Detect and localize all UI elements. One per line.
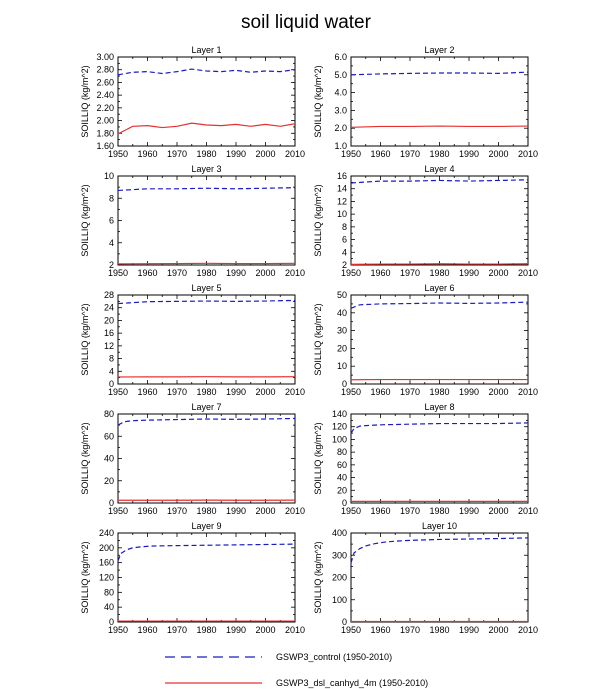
x-tick-label: 1980 <box>196 506 217 516</box>
y-tick-label: 60 <box>103 431 114 442</box>
y-axis-label: SOILLIQ (kg/m^2) <box>313 422 323 495</box>
y-tick-label: 400 <box>331 528 347 538</box>
panel-layer-5 <box>80 283 305 397</box>
x-tick-label: 1980 <box>196 387 217 397</box>
x-tick-label: 2000 <box>488 387 509 397</box>
x-tick-label: 1990 <box>458 387 480 397</box>
y-tick-label: 2.00 <box>96 115 114 126</box>
y-tick-label: 200 <box>331 572 347 583</box>
y-tick-label: 8 <box>108 193 114 204</box>
x-tick-label: 1970 <box>399 387 421 397</box>
y-tick-label: 2 <box>108 260 114 270</box>
series-line-control <box>351 180 528 183</box>
x-tick-label: 1970 <box>166 268 188 278</box>
y-tick-label: 4 <box>108 366 114 377</box>
x-tick-label: 1970 <box>166 506 188 516</box>
plot-frame <box>118 57 295 146</box>
x-tick-label: 2010 <box>517 268 539 278</box>
y-tick-label: 0 <box>341 498 347 508</box>
x-tick-label: 1950 <box>340 268 362 278</box>
x-tick-label: 1990 <box>225 625 247 635</box>
panel-title: Layer 1 <box>191 45 222 55</box>
y-tick-label: 240 <box>98 528 114 538</box>
x-tick-label: 1990 <box>458 506 480 516</box>
series-line-control <box>118 69 295 75</box>
y-tick-label: 0 <box>341 379 347 389</box>
y-tick-label: 1.0 <box>334 141 347 151</box>
x-tick-label: 1950 <box>107 625 129 635</box>
y-tick-label: 20 <box>103 475 114 486</box>
x-tick-label: 2010 <box>284 506 306 516</box>
y-tick-label: 40 <box>103 453 114 464</box>
series-line-dsl-canhyd <box>351 126 528 127</box>
y-tick-label: 80 <box>103 587 114 598</box>
y-tick-label: 1.80 <box>96 128 114 139</box>
series-line-control <box>118 300 295 303</box>
y-axis-label: SOILLIQ (kg/m^2) <box>313 303 323 376</box>
x-tick-label: 1980 <box>196 149 217 159</box>
x-tick-label: 1980 <box>429 387 450 397</box>
x-tick-label: 1970 <box>399 625 421 635</box>
panel-title: Layer 4 <box>424 164 455 174</box>
panel-layer-9 <box>80 521 305 635</box>
x-tick-label: 1950 <box>107 268 129 278</box>
x-tick-label: 1990 <box>225 268 247 278</box>
x-tick-label: 1960 <box>137 387 158 397</box>
panel-layer-8 <box>313 402 538 516</box>
x-tick-label: 1950 <box>107 149 129 159</box>
series-line-dsl-canhyd <box>118 263 295 264</box>
x-tick-label: 2010 <box>284 625 306 635</box>
series-line-dsl-canhyd <box>351 264 528 265</box>
y-axis-label: SOILLIQ (kg/m^2) <box>80 541 90 614</box>
x-tick-label: 1950 <box>340 387 362 397</box>
y-tick-label: 0 <box>108 617 114 627</box>
y-axis-label: SOILLIQ (kg/m^2) <box>80 303 90 376</box>
x-tick-label: 1980 <box>429 149 450 159</box>
plot-frame <box>118 414 295 503</box>
x-tick-label: 1960 <box>370 149 391 159</box>
y-tick-label: 4 <box>341 247 347 258</box>
y-tick-label: 40 <box>103 602 114 613</box>
y-tick-label: 5.0 <box>334 69 347 80</box>
y-tick-label: 20 <box>336 485 347 496</box>
y-tick-label: 160 <box>98 557 114 568</box>
series-line-control <box>351 72 528 75</box>
y-tick-label: 16 <box>103 328 114 339</box>
x-tick-label: 1980 <box>429 506 450 516</box>
x-tick-label: 1960 <box>370 625 391 635</box>
x-tick-label: 2010 <box>517 149 539 159</box>
panel-layer-4 <box>313 164 538 278</box>
y-tick-label: 10 <box>103 171 114 181</box>
x-tick-label: 1970 <box>166 149 188 159</box>
y-tick-label: 14 <box>336 183 347 194</box>
plot-frame <box>351 414 528 503</box>
x-tick-label: 1970 <box>399 268 421 278</box>
y-tick-label: 20 <box>336 343 347 354</box>
x-tick-label: 2010 <box>284 268 306 278</box>
panel-layer-7 <box>80 402 305 516</box>
y-tick-label: 12 <box>103 340 114 351</box>
x-tick-label: 1960 <box>137 268 158 278</box>
x-tick-label: 1970 <box>399 506 421 516</box>
panel-title: Layer 9 <box>191 521 222 531</box>
x-tick-label: 1950 <box>340 149 362 159</box>
x-tick-label: 1960 <box>370 387 391 397</box>
y-tick-label: 2.60 <box>96 77 114 88</box>
y-tick-label: 24 <box>103 302 114 313</box>
legend <box>165 652 428 688</box>
y-tick-label: 40 <box>336 307 347 318</box>
panels-group <box>80 45 538 635</box>
panel-title: Layer 8 <box>424 402 455 412</box>
y-axis-label: SOILLIQ (kg/m^2) <box>313 65 323 138</box>
panel-layer-2 <box>313 45 538 159</box>
y-axis-label: SOILLIQ (kg/m^2) <box>80 65 90 138</box>
x-tick-label: 1990 <box>225 506 247 516</box>
y-tick-label: 28 <box>103 290 114 300</box>
plot-frame <box>351 533 528 622</box>
x-tick-label: 2000 <box>255 625 276 635</box>
x-tick-label: 1990 <box>458 149 480 159</box>
x-tick-label: 2010 <box>284 149 306 159</box>
x-tick-label: 1970 <box>166 387 188 397</box>
x-tick-label: 2000 <box>255 268 276 278</box>
y-tick-label: 10 <box>336 361 347 372</box>
x-tick-label: 2000 <box>488 506 509 516</box>
y-tick-label: 30 <box>336 325 347 336</box>
x-tick-label: 1960 <box>137 506 158 516</box>
series-line-control <box>118 544 295 561</box>
y-tick-label: 10 <box>336 209 347 220</box>
y-tick-label: 80 <box>103 409 114 419</box>
panel-title: Layer 7 <box>191 402 222 412</box>
x-tick-label: 2000 <box>255 506 276 516</box>
panel-title: Layer 2 <box>424 45 455 55</box>
panel-title: Layer 5 <box>191 283 222 293</box>
x-tick-label: 2000 <box>488 149 509 159</box>
x-tick-label: 1990 <box>458 268 480 278</box>
x-tick-label: 1980 <box>429 625 450 635</box>
y-tick-label: 3.0 <box>334 105 347 116</box>
y-axis-label: SOILLIQ (kg/m^2) <box>80 184 90 257</box>
y-tick-label: 40 <box>336 472 347 483</box>
legend-label-control: GSWP3_control (1950-2010) <box>276 652 393 662</box>
x-tick-label: 1990 <box>458 625 480 635</box>
y-tick-label: 2.20 <box>96 102 114 113</box>
y-tick-label: 100 <box>331 434 347 445</box>
x-tick-label: 1970 <box>166 625 188 635</box>
panel-title: Layer 6 <box>424 283 455 293</box>
x-tick-label: 1980 <box>196 268 217 278</box>
plot-frame <box>351 176 528 265</box>
y-axis-label: SOILLIQ (kg/m^2) <box>80 422 90 495</box>
series-line-control <box>118 418 295 425</box>
y-tick-label: 120 <box>98 572 114 583</box>
x-tick-label: 2000 <box>488 625 509 635</box>
y-tick-label: 8 <box>341 221 347 232</box>
x-tick-label: 1980 <box>429 268 450 278</box>
x-tick-label: 2010 <box>284 387 306 397</box>
y-tick-label: 100 <box>331 594 347 605</box>
x-tick-label: 1950 <box>107 387 129 397</box>
panel-layer-1 <box>80 45 305 159</box>
x-tick-label: 1960 <box>137 625 158 635</box>
y-tick-label: 2.80 <box>96 64 114 75</box>
x-tick-label: 2010 <box>517 387 539 397</box>
y-tick-label: 200 <box>98 542 114 553</box>
y-tick-label: 6 <box>341 234 347 245</box>
x-tick-label: 1960 <box>370 268 391 278</box>
y-tick-label: 4.0 <box>334 87 347 98</box>
legend-label-dsl-canhyd: GSWP3_dsl_canhyd_4m (1950-2010) <box>276 678 429 688</box>
y-tick-label: 0 <box>341 617 347 627</box>
panel-layer-10 <box>313 521 538 635</box>
panel-layer-6 <box>313 283 538 397</box>
y-tick-label: 1.60 <box>96 141 114 151</box>
y-tick-label: 16 <box>336 171 347 181</box>
series-line-control <box>118 188 295 191</box>
series-line-control <box>351 302 528 308</box>
x-tick-label: 2010 <box>517 506 539 516</box>
series-line-control <box>351 423 528 433</box>
x-tick-label: 1950 <box>340 506 362 516</box>
x-tick-label: 1950 <box>340 625 362 635</box>
y-tick-label: 50 <box>336 290 347 300</box>
x-tick-label: 1990 <box>225 149 247 159</box>
x-tick-label: 1990 <box>225 387 247 397</box>
y-axis-label: SOILLIQ (kg/m^2) <box>313 184 323 257</box>
x-tick-label: 1950 <box>107 506 129 516</box>
plot-frame <box>351 295 528 384</box>
x-tick-label: 2000 <box>488 268 509 278</box>
panel-title: Layer 3 <box>191 164 222 174</box>
x-tick-label: 2000 <box>255 387 276 397</box>
figure-title: soil liquid water <box>241 12 371 33</box>
y-tick-label: 0 <box>108 498 114 508</box>
series-line-control <box>351 538 528 563</box>
y-tick-label: 80 <box>336 447 347 458</box>
y-tick-label: 3.00 <box>96 52 114 62</box>
y-axis-label: SOILLIQ (kg/m^2) <box>313 541 323 614</box>
x-tick-label: 1970 <box>399 149 421 159</box>
y-tick-label: 6 <box>108 215 114 226</box>
y-tick-label: 2 <box>341 260 347 270</box>
y-tick-label: 300 <box>331 550 347 561</box>
y-tick-label: 60 <box>336 459 347 470</box>
x-tick-label: 1980 <box>196 625 217 635</box>
y-tick-label: 2.40 <box>96 90 114 101</box>
y-tick-label: 12 <box>336 196 347 207</box>
series-line-dsl-canhyd <box>118 123 295 134</box>
y-tick-label: 4 <box>108 237 114 248</box>
y-tick-label: 2.0 <box>334 123 347 134</box>
y-tick-label: 6.0 <box>334 52 347 62</box>
x-tick-label: 1960 <box>370 506 391 516</box>
y-tick-label: 0 <box>108 379 114 389</box>
x-tick-label: 1960 <box>137 149 158 159</box>
x-tick-label: 2000 <box>255 149 276 159</box>
panel-layer-3 <box>80 164 305 278</box>
panel-title: Layer 10 <box>421 521 458 531</box>
y-tick-label: 8 <box>108 353 114 364</box>
x-tick-label: 2010 <box>517 625 539 635</box>
y-tick-label: 120 <box>331 421 347 432</box>
y-tick-label: 140 <box>331 409 347 419</box>
y-tick-label: 20 <box>103 315 114 326</box>
plot-frame <box>351 57 528 146</box>
plot-frame <box>118 295 295 384</box>
